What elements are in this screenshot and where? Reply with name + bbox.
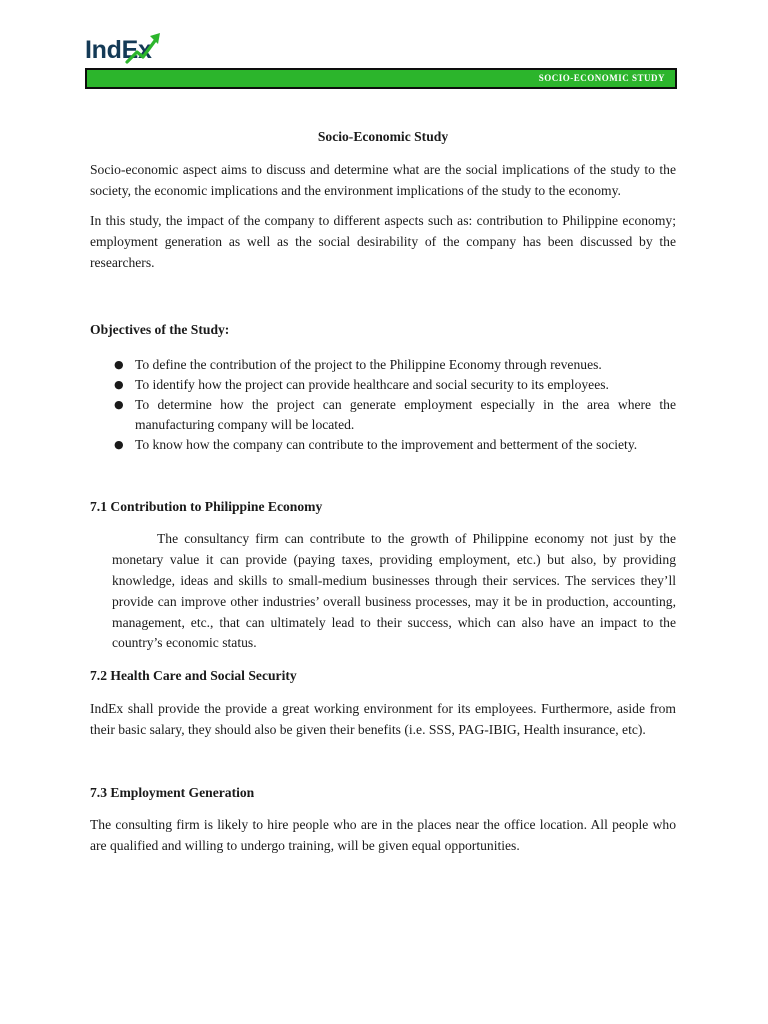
bullet-icon: ● [114,397,124,411]
section-body: The consulting firm is likely to hire people who are in the places near the office location. All people who are qualified and willing to undergo training, will be given equal opportunities. [90,817,676,854]
section-heading: 7.2 Health Care and Social Security [90,668,297,684]
list-item [90,355,676,375]
section-heading: 7.3 Employment Generation [90,784,255,800]
header-bar [85,68,677,89]
intro-paragraph: In this study, the impact of the company to different aspects such as: contribution to Philippine economy; employment generation as well as the social desirability of the company has been discussed by the researchers. [90,213,676,270]
header-label: SOCIO-ECONOMIC STUDY [538,73,665,83]
objectives-list [90,355,676,455]
objectives-heading: Objectives of the Study: [90,321,230,337]
logo-arrow-icon [123,32,163,66]
section-heading: 7.1 Contribution to Philippine Economy [90,498,323,514]
list-item [90,375,676,395]
list-item-text: To know how the company can contribute to the improvement and betterment of the society. [135,436,638,452]
list-item [90,435,676,455]
document-title: Socio-Economic Study [317,129,449,144]
list-item [90,395,676,435]
bullet-icon: ● [114,357,124,371]
company-logo [85,34,165,68]
bullet-icon: ● [114,377,124,391]
logo-text: IndEx [85,36,152,64]
bullet-icon: ● [114,437,124,451]
section-body: IndEx shall provide the provide a great working environment for its employees. Furthermore, aside from their basic salary, they should also be given their benefits (i.e. SSS, PAG-IBIG, Health insurance, etc). [90,700,676,737]
section-body: The consultancy firm can contribute to the growth of Philippine economy not just by the monetary value it can provide (paying taxes, providing employment, etc.) but also, by providing knowledge, ideas and skills to small-medium businesses through their services. The services they’ll provide can improve other industries’ overall business processes, may it be in production, accounting, management, etc., that can ultimately lead to their success, which can also have an impact to the country’s economic status. [112,531,676,651]
list-item-text: To define the contribution of the project to the Philippine Economy through revenues. [135,356,602,372]
intro-paragraph: Socio-economic aspect aims to discuss and determine what are the social implications of the study to the society, the economic implications and the environment implications of the study to the economy. [90,161,676,198]
list-item-text: To determine how the project can generate employment especially in the area where the manufacturing company will be located. [135,396,676,432]
document-body [90,127,676,857]
list-item-text: To identify how the project can provide healthcare and social security to its employees. [135,376,609,392]
